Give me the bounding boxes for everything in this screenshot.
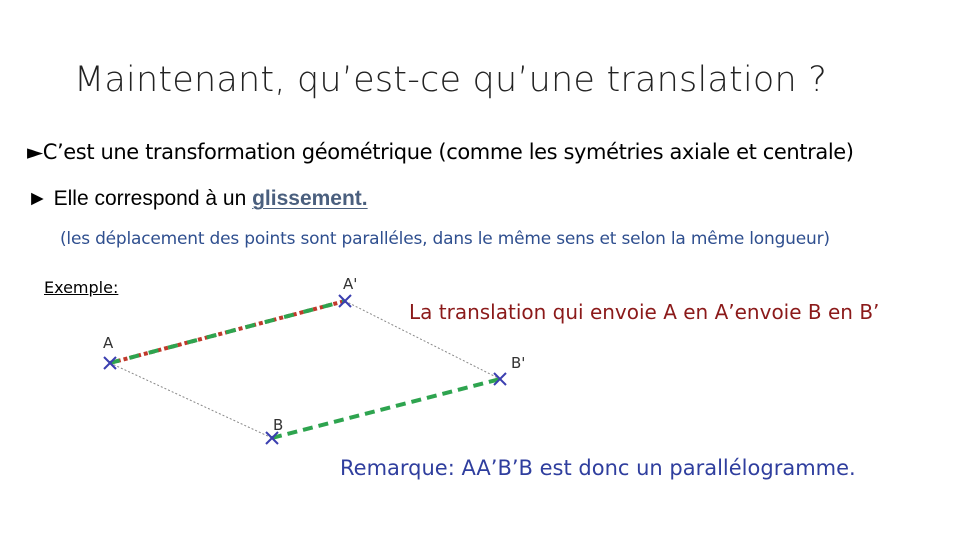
highlight-word: glissement. (252, 187, 368, 210)
translation-definition: La translation qui envoie A en A’envoie B en B’ (409, 300, 880, 324)
bullet-text: Elle correspond à un (47, 187, 253, 210)
label-B-prime: B' (511, 354, 526, 372)
page-title: Maintenant, qu’est-ce qu’une translation ? (74, 60, 827, 100)
green-vector-BB1 (272, 379, 500, 438)
remark-text: Remarque: AA’B’B est donc un parallélogramme. (340, 456, 856, 480)
bullet-text: C’est une transformation géométrique (comme les symétries axiale et centrale) (42, 140, 854, 164)
example-label: Exemple: (44, 278, 119, 297)
explanatory-note: (les déplacement des points sont paralléles, dans le même sens et selon la même longueur) (60, 229, 830, 249)
dotted-line-AB (110, 363, 272, 438)
bullet-marker: ► (27, 140, 43, 164)
label-A: A (103, 334, 114, 352)
label-B: B (273, 416, 284, 434)
bullet-marker: ► (27, 187, 48, 210)
label-A-prime: A' (343, 275, 358, 293)
